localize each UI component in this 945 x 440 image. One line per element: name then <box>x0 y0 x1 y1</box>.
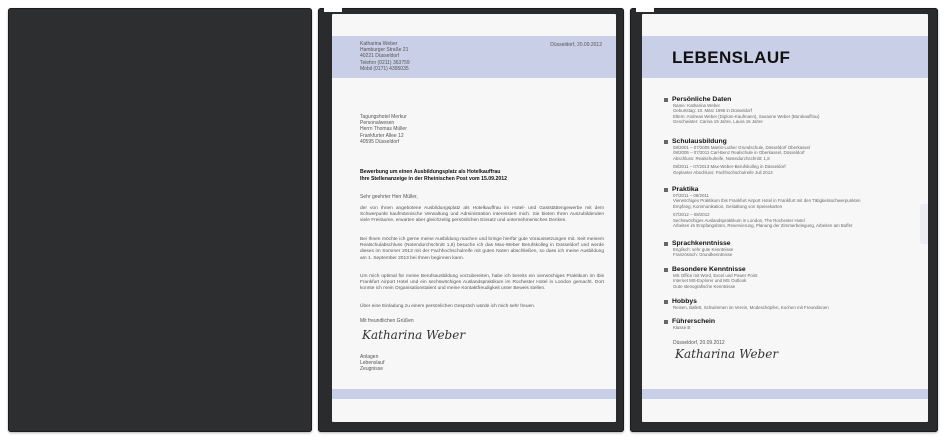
sender-line: Telefon (0211) 363759 <box>360 59 410 66</box>
bullet-square-icon <box>664 320 668 324</box>
cv-line: Reisen, Ballett, Schwimmen im Verein, Modeschöpfen, Kochen mit Freundinnen <box>673 305 829 310</box>
cv-line: 08/2005 – 07/2011 Carl-Benz Realschule in Oberkassel, Düsseldorf <box>673 150 805 156</box>
cv-line: Klasse B <box>673 325 691 330</box>
cv-line: Name: Katharina Weber <box>673 103 721 108</box>
cv-section-heading: Sprachkenntnisse <box>672 240 731 247</box>
recipient-line: Herrn Thomas Müller <box>360 126 407 133</box>
cv-line: 07/2012 – 08/2012 <box>673 212 710 218</box>
cv-line: Empfang, Kommunikation, Gestaltung von Speisekarten <box>673 203 783 209</box>
bullet-square-icon <box>664 242 668 246</box>
enclosure-line: Zeugnisse <box>360 366 384 373</box>
cv-title: LEBENSLAUF <box>672 48 791 67</box>
folder-notch <box>636 6 654 12</box>
folder-right-panel <box>630 8 938 432</box>
bullet-square-icon <box>664 300 668 304</box>
sender-line: 40221 Düsseldorf <box>360 53 400 60</box>
recipient-block <box>360 114 407 145</box>
cv-line: 07/2011 – 08/2011 <box>673 193 709 198</box>
closing: Mit freundlichen Grüßen <box>360 318 414 324</box>
sender-line: Katharina Weber <box>360 41 398 47</box>
letter-paragraph: der von Ihnen angebotene Ausbildungsplatz als Hotelkauffrau im Hotel- und Gaststättengewerbe mit dem Schwerpunkt kaufmännische Verwaltung und Administration interessiert mich. Sie bieten Ihren Auszubildenden viele Freiräume, erwarten aber gleichzeitig persönlichen Einsatz und unternehmerisches Denken. <box>360 206 604 224</box>
cv-date: Düsseldorf, 20.09.2012 <box>673 340 725 346</box>
letter-paragraph: Um mich optimal für meine Berufsausbildung vorzubereiten, habe ich bereits ein vierwöchiges Praktikum im Ibis Frankfurt Airport Hotel und ein sechswöchiges Auslandspraktikum im Rochester Hotel in London gemacht. Dort konnte ich mein Organisationstalent und meine Kontaktfreudigkeit unter Beweis stellen. <box>360 274 604 292</box>
cv-line: Geburtstag: 10. März 1995 in Düsseldorf <box>673 108 753 114</box>
recipient-line: Personalwesen <box>360 120 395 127</box>
cv-section <box>664 138 914 175</box>
cv-sheet <box>642 14 928 422</box>
enclosure-line: Anlagen <box>360 354 379 360</box>
bullet-square-icon <box>664 268 668 272</box>
salutation: Sehr geehrter Herr Müller, <box>360 194 418 200</box>
folder-front-cover <box>8 8 312 432</box>
cv-section-heading: Besondere Kenntnisse <box>672 266 746 273</box>
cv-line: Französisch: Grundkenntnisse <box>673 252 733 258</box>
letter-paragraph: Bei Ihnen möchte ich gerne meine Ausbildung machen und bringe hierfür gute Voraussetzungen mit. Seit meinem Realschulabschluss (Notendurchschnitt 1,8) besuche ich das Max-Weber Berufskolleg in Düsseldorf und werde dieses im Sommer 2013 mit der Fachhochschulreife mit guten Noten abschließen, so dass ich meine Ausbildung am 1. September 2013 bei Ihnen beginnen kann. <box>360 237 604 261</box>
recipient-line: Frankfurter Allee 12 <box>360 132 404 139</box>
bullet-square-icon <box>664 140 668 144</box>
sender-line: Mobil (0171) 4395035 <box>360 65 409 72</box>
cv-line: MS Office mit Word, Excel und Power Point <box>673 273 758 278</box>
recipient-line: Tagungshotel Merkur <box>360 114 407 120</box>
cv-section <box>664 96 914 125</box>
cv-footer-band <box>642 389 928 399</box>
folder-notch <box>324 6 342 12</box>
cv-line: Internet MS-Explorer und MS Outlook <box>673 278 747 284</box>
cv-line: Eltern: Andreas Weber (Diplom-Kaufmann), Susanne Weber (Bürokauffrau) <box>673 113 820 119</box>
sender-line: Hamburger Straße 21 <box>360 47 409 54</box>
cv-line: Gute stenografische Kenntnisse <box>673 283 736 289</box>
cv-section-heading: Führerschein <box>672 318 716 325</box>
enclosure-line: Lebenslauf <box>360 360 385 367</box>
cv-section <box>664 186 914 228</box>
cv-line: Sechswöchiges Auslandspraktikum in London, The Rochester Hotel <box>673 217 805 223</box>
subject-block <box>360 169 507 182</box>
document-clip <box>920 204 928 244</box>
cv-section <box>664 240 914 258</box>
bullet-square-icon <box>664 98 668 102</box>
cv-section <box>664 318 914 330</box>
cover-letter-sheet <box>332 14 616 422</box>
letter-date: Düsseldorf, 20.09.2012 <box>550 42 602 48</box>
letter-paragraph: Über eine Einladung zu einem persönlichen Gespräch würde ich mich sehr freuen. <box>360 304 536 309</box>
signature: Katharina Weber <box>362 328 466 342</box>
enclosures <box>360 354 384 373</box>
bullet-square-icon <box>664 188 668 192</box>
cv-line: 08/2001 – 07/2005 Martin-Luther Grundschule, Düsseldorf Oberkassel <box>673 145 810 150</box>
cv-line: Vierwöchiges Praktikum Ibis Frankfurt Airport Hotel in Frankfurt mit den Tätigkeitsschwerpunkten <box>673 198 861 204</box>
cv-section-heading: Schulausbildung <box>672 138 727 145</box>
cv-section-heading: Praktika <box>672 186 699 193</box>
subject-line: Ihre Stellenanzeige in der Rheinischen Post vom 15.09.2012 <box>360 175 508 182</box>
cv-line: Arbeiten im Empfangsbüro, Reservierung, Planung der Zimmerbelegung, Arbeiten am Buffet <box>673 223 853 229</box>
subject-line: Bewerbung um einen Ausbildungsplatz als Hotelkauffrau <box>360 169 501 175</box>
folder-middle-panel <box>318 8 624 432</box>
cv-line: Geplanter Abschluss: Fachhochschulreife Juli 2013 <box>673 169 773 175</box>
cv-line: Englisch: sehr gute Kenntnisse <box>673 247 734 252</box>
cv-line: 08/2011 – 07/2013 Max-Weber-Berufskolleg in Düsseldorf <box>673 164 786 170</box>
sender-block <box>360 41 410 72</box>
cv-line: Geschwister: Carina 19 Jahre, Laura 16 Jahre <box>673 119 763 125</box>
application-folder <box>8 8 938 432</box>
cv-section-heading: Hobbys <box>672 298 697 305</box>
cv-section <box>664 266 914 289</box>
cv-section-heading: Persönliche Daten <box>672 96 732 103</box>
letter-footer-band <box>332 389 616 399</box>
cv-section <box>664 298 914 310</box>
cv-line: Abschluss: Realschulreife, Notendurchschnitt: 1,8 <box>673 155 770 161</box>
recipient-line: 40595 Düsseldorf <box>360 138 400 145</box>
cv-signature: Katharina Weber <box>675 347 779 361</box>
